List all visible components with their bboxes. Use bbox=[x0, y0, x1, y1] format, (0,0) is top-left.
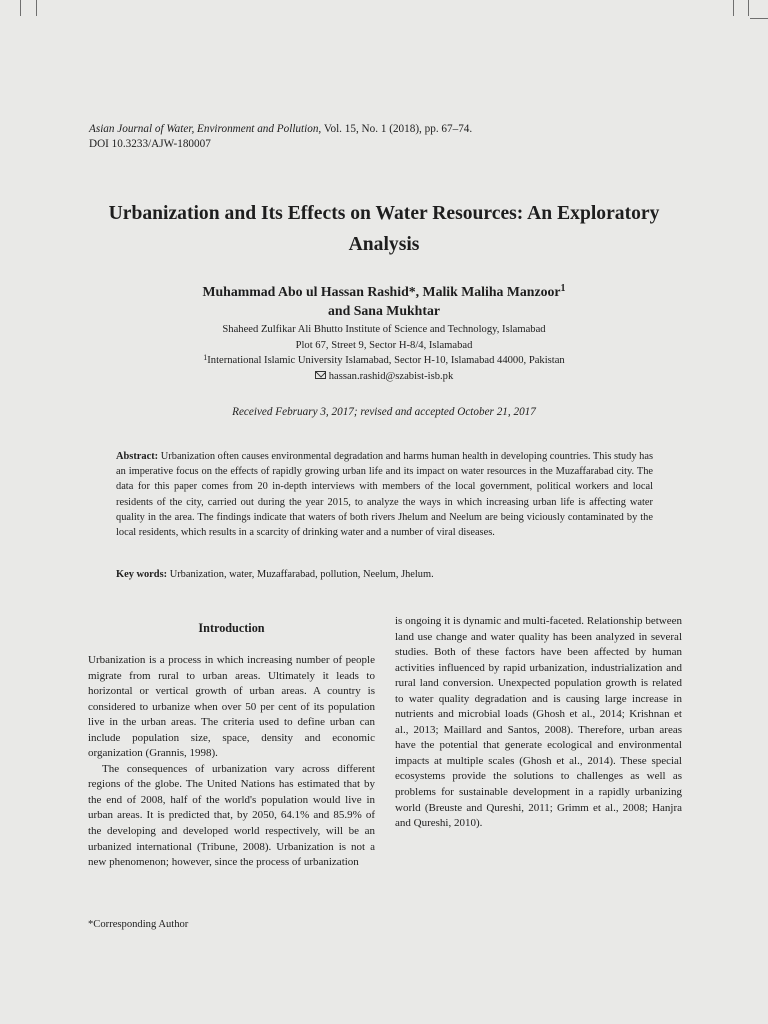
author-list bbox=[100, 282, 668, 320]
journal-doi: DOI 10.3233/AJW-180007 bbox=[89, 138, 211, 150]
affiliation-2-text: International Islamic University Islamabad, Sector H-10, Islamabad 44000, Pakistan bbox=[207, 355, 565, 367]
section-heading-introduction: Introduction bbox=[198, 621, 265, 635]
keywords-label: Key words: bbox=[116, 569, 168, 580]
intro-paragraph-3: is ongoing it is dynamic and multi-faceted. Relationship between land use change and water quality has been analyzed in several studies. Both of these factors have been affected by human activities influenced by rapid urbanization, industrialization and rural land conversion. Unexpected population growth is related to water quality degradation and is causing large increase in nutrients and microbial loads (Ghosh et al., 2014; Krishnan et al., 2013; Maillard and Santos, 2008). Therefore, urban areas have the potential that generate ecological and environmental impacts at multiple scales (Ghosh et al., 2014). These special ecosystems provide the solutions to challenges as well as problems for sustainable development in a rapidly urbanizing world (Breuste and Qureshi, 2011; Grimm et al., 2008; Hanjra and Qureshi, 2010). bbox=[395, 615, 682, 830]
affiliation-2-mark: 1 bbox=[203, 353, 208, 363]
crop-mark bbox=[750, 18, 768, 19]
keywords-text: Urbanization, water, Muzaffarabad, pollution, Neelum, Jhelum. bbox=[169, 569, 434, 580]
journal-citation bbox=[89, 122, 709, 137]
right-column bbox=[395, 614, 682, 832]
author-line-1 bbox=[100, 282, 668, 301]
crop-mark bbox=[748, 0, 749, 16]
journal-header bbox=[89, 122, 709, 152]
abstract-text: Urbanization often causes environmental degradation and harms human health in developing countries. This study has an imperative focus on the effects of rapidly growing urban life and its impact on water resources in the Muzaffarabad city. The data for this paper comes from 20 in-depth interviews with members of the local government, political workers and local residents of the city, carried out during the year 2015, to analyze the ways in which increasing urban life is affecting water quality in the area. The findings indicate that waters of both rivers Jhelum and Neelum are being viciously contaminated by the local residents, which results in a scarcity of drinking water and a number of viral diseases. bbox=[116, 451, 653, 539]
author-2: Malik Maliha Manzoor bbox=[422, 284, 561, 299]
journal-volume: Vol. 15, No. 1 (2018), pp. 67–74. bbox=[323, 123, 473, 135]
affiliation-mark: 1 bbox=[560, 283, 566, 294]
email-line bbox=[100, 369, 668, 385]
crop-mark bbox=[733, 0, 734, 16]
keywords bbox=[116, 567, 653, 582]
author-line-2: and Sana Mukhtar bbox=[328, 303, 440, 318]
paper-title: Urbanization and Its Effects on Water Resources: An Exploratory Analysis bbox=[108, 203, 660, 255]
affiliation-1-address: Plot 67, Street 9, Sector H-8/4, Islamabad bbox=[295, 339, 473, 351]
journal-name: Asian Journal of Water, Environment and Pollution, bbox=[89, 123, 322, 135]
intro-paragraph-1: Urbanization is a process in which increasing number of people migrate from rural to urban areas. Ultimately it leads to horizontal or vertical growth of urban areas. A country is considered to urbanize when over 50 per cent of its population live in the urban areas. The criteria used to define urban can include population size, space, density and economic organization (Grannis, 1998). bbox=[88, 654, 375, 760]
author-1: Muhammad Abo ul Hassan Rashid* bbox=[202, 284, 416, 299]
crop-mark bbox=[36, 0, 37, 16]
affiliation-1: Shaheed Zulfikar Ali Bhutto Institute of Science and Technology, Islamabad bbox=[222, 324, 546, 335]
author-separator: , bbox=[415, 284, 423, 299]
crop-mark bbox=[20, 0, 21, 16]
email-link[interactable]: hassan.rashid@szabist-isb.pk bbox=[328, 370, 454, 382]
abstract-label: Abstract: bbox=[116, 451, 159, 462]
abstract bbox=[116, 449, 653, 540]
corresponding-author-footnote: *Corresponding Author bbox=[88, 919, 189, 930]
affiliation-2 bbox=[100, 353, 668, 369]
left-column bbox=[88, 620, 375, 871]
envelope-icon bbox=[315, 371, 326, 379]
received-dates: Received February 3, 2017; revised and accepted October 21, 2017 bbox=[232, 406, 536, 418]
intro-paragraph-2: The consequences of urbanization vary across different regions of the globe. The United Nations has estimated that by the end of 2008, half of the world's population would live in urban areas. It is predicted that, by 2050, 64.1% and 85.9% of the developing and developed world respectively, will be an urbanized international (Tribune, 2008). Urbanization is not a new phenomenon; however, since the process of urbanization bbox=[88, 762, 375, 869]
affiliations bbox=[100, 322, 668, 384]
